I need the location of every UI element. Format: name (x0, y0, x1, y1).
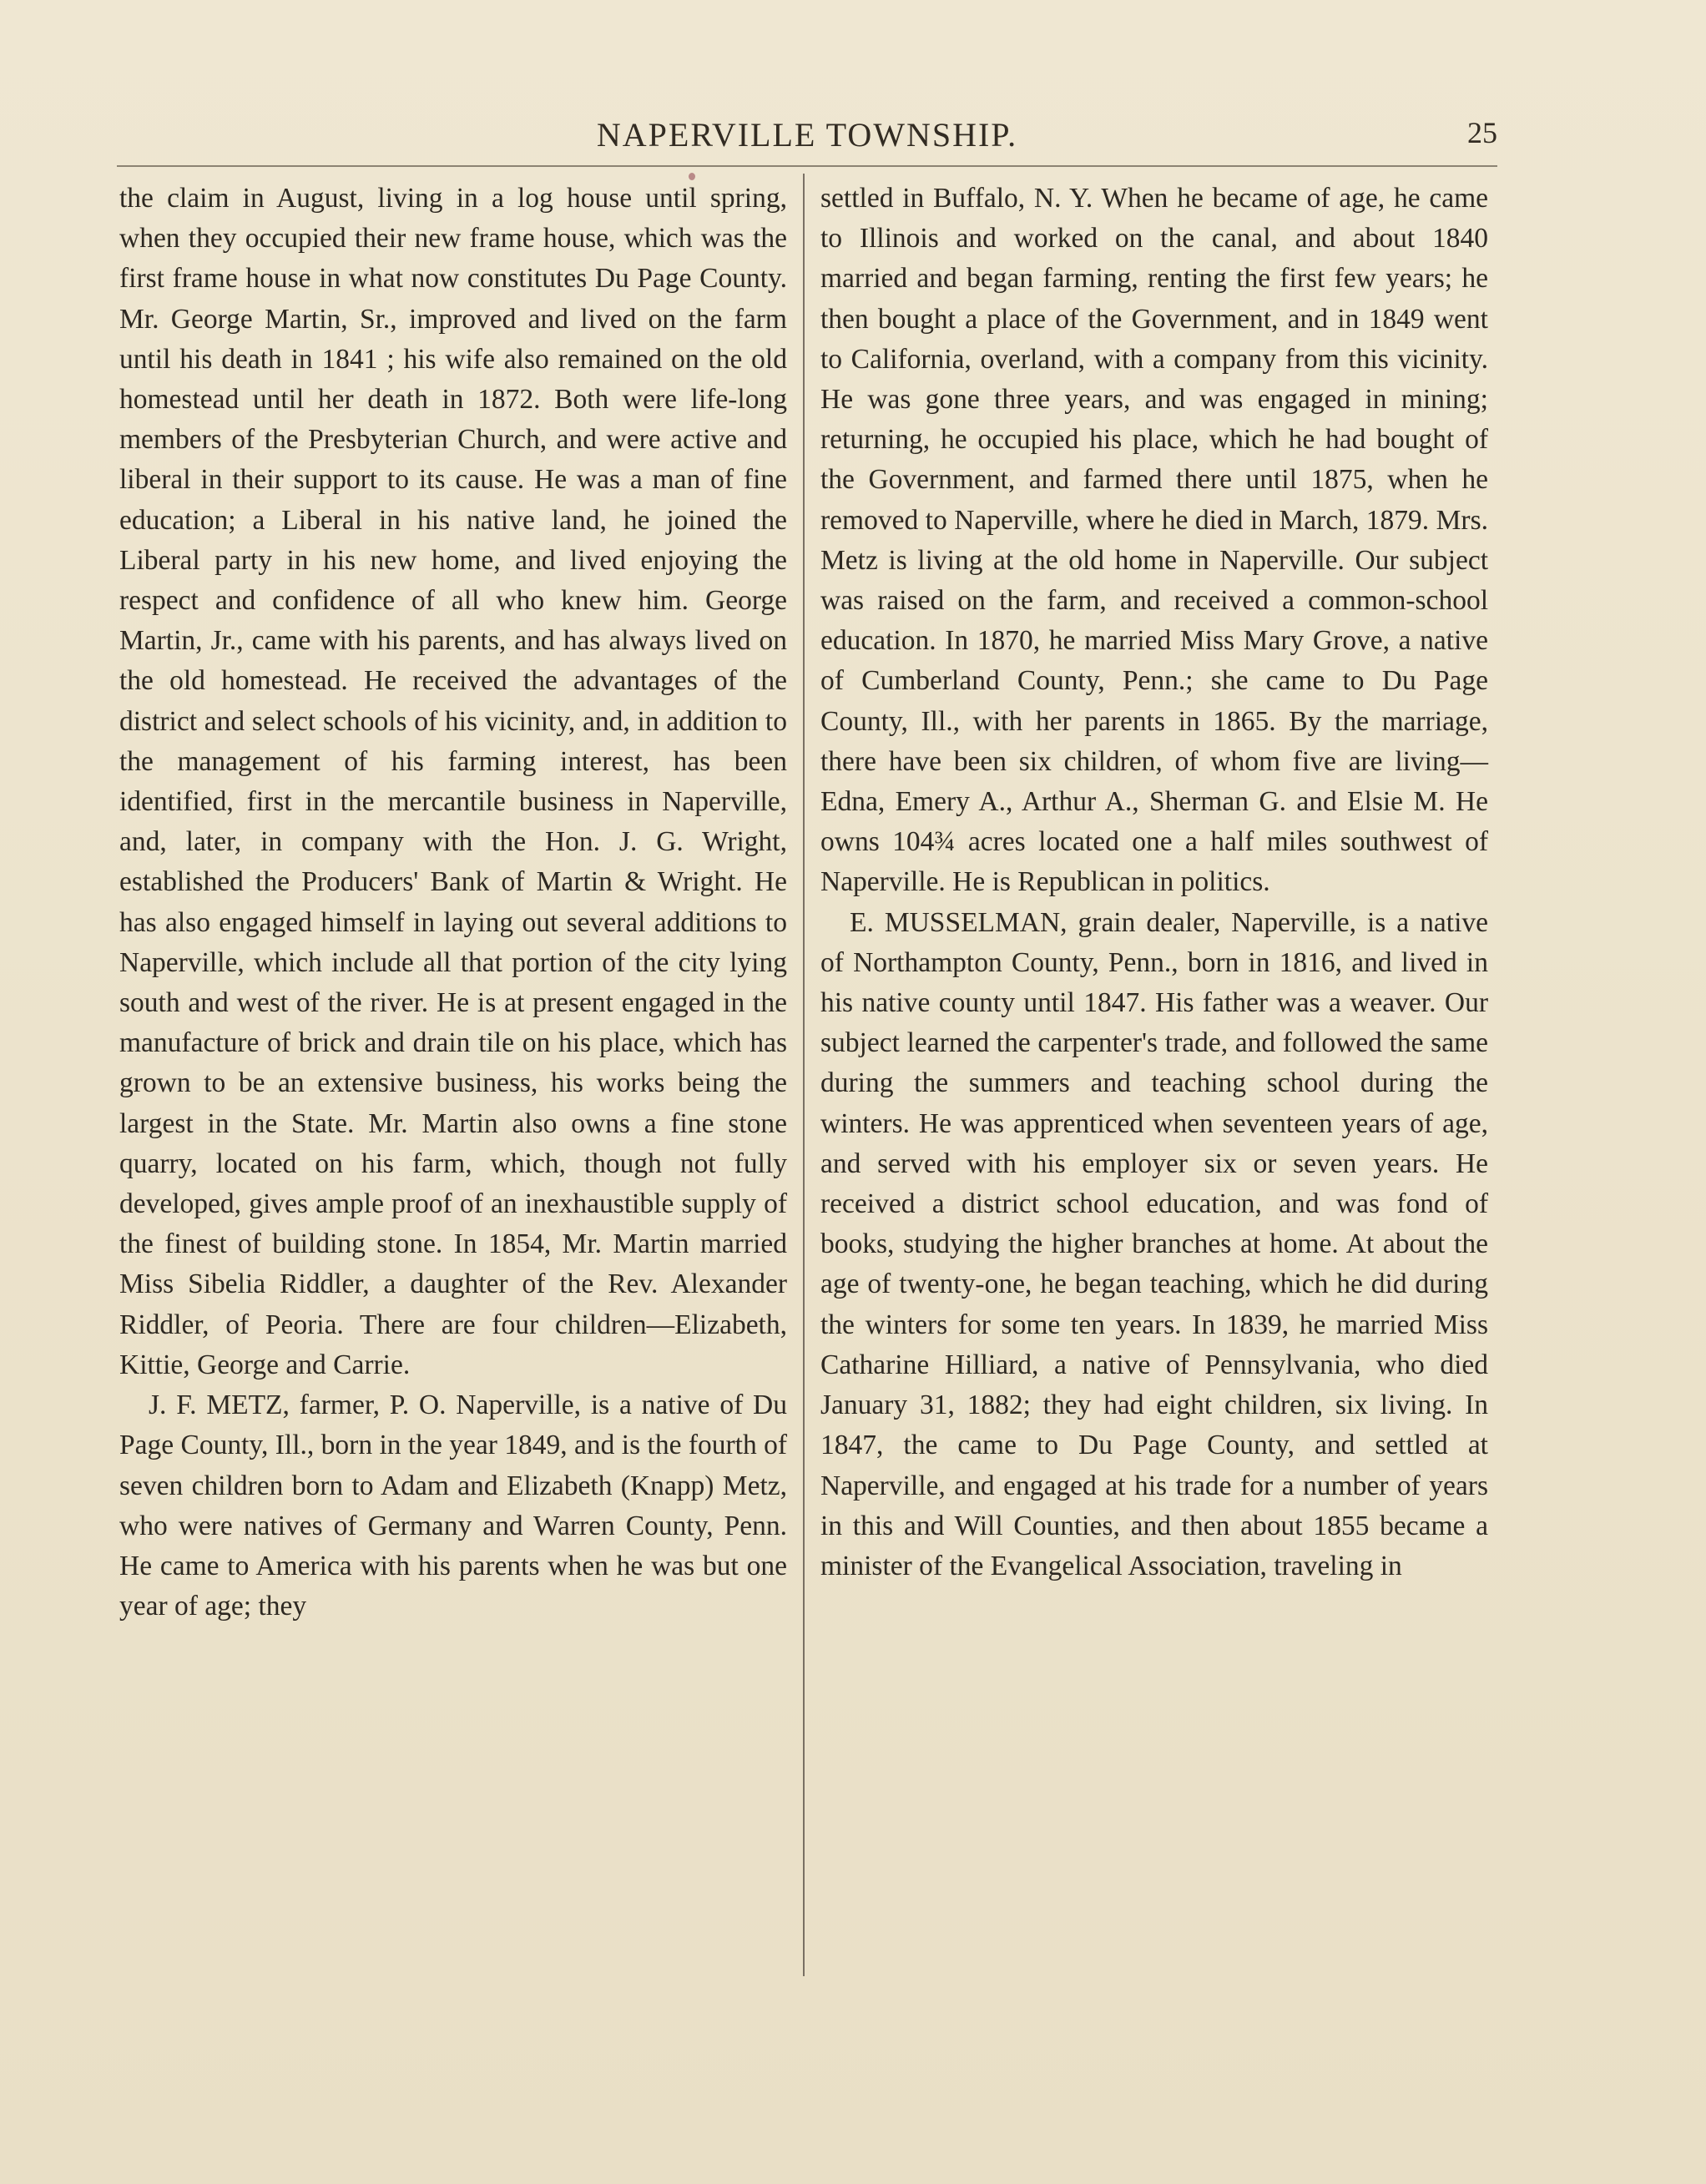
paragraph-metz-intro: J. F. METZ, farmer, P. O. Naperville, is a native of Du Page County, Ill., born in the year 1849, and is the fourth of seven children born to Adam and Elizabeth (Knapp) Metz, who were natives of Germany and Warren County, Penn. He came to America with his parents when he was but one year of age; they (119, 1390, 787, 1622)
right-column (820, 179, 1488, 1586)
running-head (117, 115, 1497, 157)
page-title: NAPERVILLE TOWNSHIP. (596, 116, 1018, 154)
column-divider (803, 174, 805, 1976)
paragraph-metz-continued: settled in Buffalo, N. Y. When he became of age, he came to Illinois and worked on the canal, and about 1840 married and began farming, renting the first few years; he then bought a place of the Government, and in 1849 went to California, overland, with a company from this vicinity. He was gone three years, and was engaged in mining; returning, he occupied his place, which he had bought of the Government, and farmed there until 1875, when he removed to Naperville, where he died in March, 1879. Mrs. Metz is living at the old home in Naperville. Our subject was raised on the farm, and received a common-school education. In 1870, he married Miss Mary Grove, a native of Cumberland County, Penn.; she came to Du Page County, Ill., with her parents in 1865. By the marriage, there have been six children, of whom five are living—Edna, Emery A., Arthur A., Sherman G. and Elsie M. He owns 104¾ acres located one a half miles southwest of Naperville. He is Republican in politics. (820, 183, 1488, 898)
paragraph-musselman: E. MUSSELMAN, grain dealer, Naperville, is a native of Northampton County, Penn., born in 1816, and lived in his native county until 1847. His father was a weaver. Our subject learned the carpenter's trade, and followed the same during the summers and teaching school during the winters. He was apprenticed when seventeen years of age, and served with his employer six or seven years. He received a district school education, and was fond of books, studying the higher branches at home. At about the age of twenty-one, he began teaching, which he did during the winters for some ten years. In 1839, he married Miss Catharine Hilliard, a native of Pennsylvania, who died January 31, 1882; they had eight children, six living. In 1847, the came to Du Page County, and settled at Naperville, and engaged at his trade for a number of years in this and Will Counties, and then about 1855 became a minister of the Evangelical Association, traveling in (820, 906, 1488, 1581)
paragraph-martin-continued: the claim in August, living in a log house until spring, when they occupied their new frame house, which was the first frame house in what now constitutes Du Page County. Mr. George Martin, Sr., improved and lived on the farm until his death in 1841 ; his wife also remained on the old homestead until her death in 1872. Both were life-long members of the Presbyterian Church, and were active and liberal in their support to its cause. He was a man of fine education; a Liberal in his native land, he joined the Liberal party in his new home, and lived enjoying the respect and confidence of all who knew him. George Martin, Jr., came with his parents, and has always lived on the old homestead. He received the advantages of the district and select schools of his vicinity, and, in addition to the management of his farming interest, has been identified, first in the mercantile business in Naperville, and, later, in company with the Hon. J. G. Wright, established the Producers' Bank of Martin & Wright. He has also engaged himself in laying out several additions to Naperville, which include all that portion of the city lying south and west of the river. He is at present engaged in the manufacture of brick and drain tile on his place, which has grown to be an extensive business, his works being the largest in the State. Mr. Martin also owns a fine stone quarry, located on his farm, which, though not fully developed, gives ample proof of an inexhaustible supply of the finest of building stone. In 1854, Mr. Martin married Miss Sibelia Riddler, a daughter of the Rev. Alexander Riddler, of Peoria. There are four children—Elizabeth, Kittie, George and Carrie. (119, 183, 787, 1380)
header-rule (117, 165, 1497, 167)
ink-speck (689, 173, 695, 180)
left-column (119, 179, 787, 1627)
page-number: 25 (1467, 116, 1497, 149)
